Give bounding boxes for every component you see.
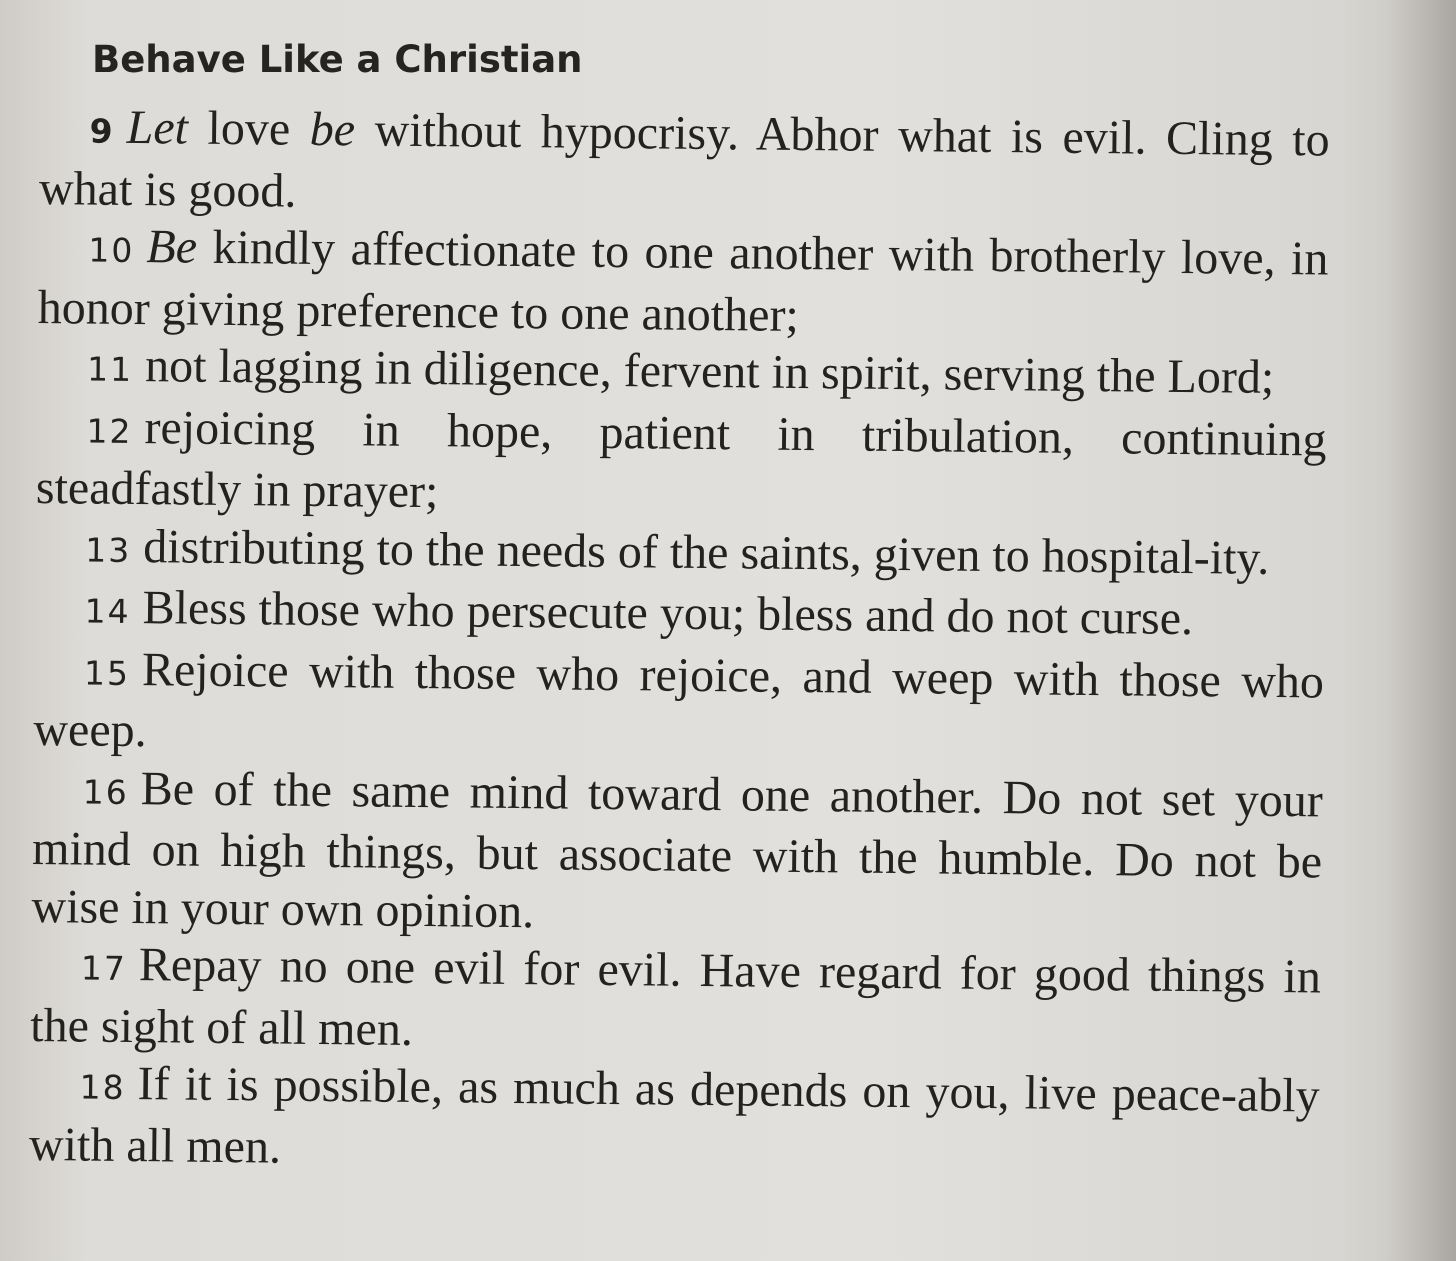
verse-number: 17 [80,948,128,988]
verse-number: 18 [79,1067,126,1107]
verse-number: 14 [84,591,131,631]
verse-text: Rejoice with those who rejoice, and weep with those who weep. [33,642,1325,758]
verse-number: 15 [83,652,131,693]
verse-number: 16 [82,771,129,812]
verse-list [29,98,1330,1186]
italic-word: Be [146,220,198,274]
verse-text: Bless those who persecute you; bless and do not curse. [142,581,1194,646]
verse-text: without hypocrisy. Abhor what is evil. Cling to what is good. [38,103,1330,218]
verse-number: 10 [88,230,135,270]
verse-number: 13 [85,529,132,570]
verse-text: Be of the same mind toward one another. Do not set your mind on high things, but associate with the humble. Do not be wise in your own opinion. [31,761,1323,938]
verse-text: love [187,101,311,156]
verse-text: kindly affectionate to one another with brotherly love, in honor giving preference to one another; [37,220,1329,342]
page-gutter-shadow [1386,0,1456,1261]
verse-18 [29,1054,1320,1187]
verse-15 [33,639,1324,772]
verse-10 [38,217,1329,350]
italic-word: be [309,102,356,157]
verse-number: 9 [89,111,115,151]
verse-text: rejoicing in hope, patient in tribulation, continuing steadfastly in prayer; [35,400,1327,519]
verse-text: distributing to the needs of the saints, given to hospital-ity. [143,519,1270,585]
verse-text: not lagging in diligence, fervent in spirit, serving the Lord; [144,339,1275,404]
verse-9 [39,98,1330,231]
verse-number: 11 [86,349,134,389]
verse-text: Repay no one evil for evil. Have regard for good things in the sight of all men. [30,938,1322,1056]
section-heading: Behave Like a Christian [92,38,583,81]
verse-12 [36,397,1327,530]
verse-16 [31,758,1323,948]
verse-text: If it is possible, as much as depends on you, live peace-ably with all men. [28,1057,1320,1174]
italic-word: Let [126,100,189,155]
verse-17 [30,935,1321,1068]
verse-number: 12 [86,411,133,451]
